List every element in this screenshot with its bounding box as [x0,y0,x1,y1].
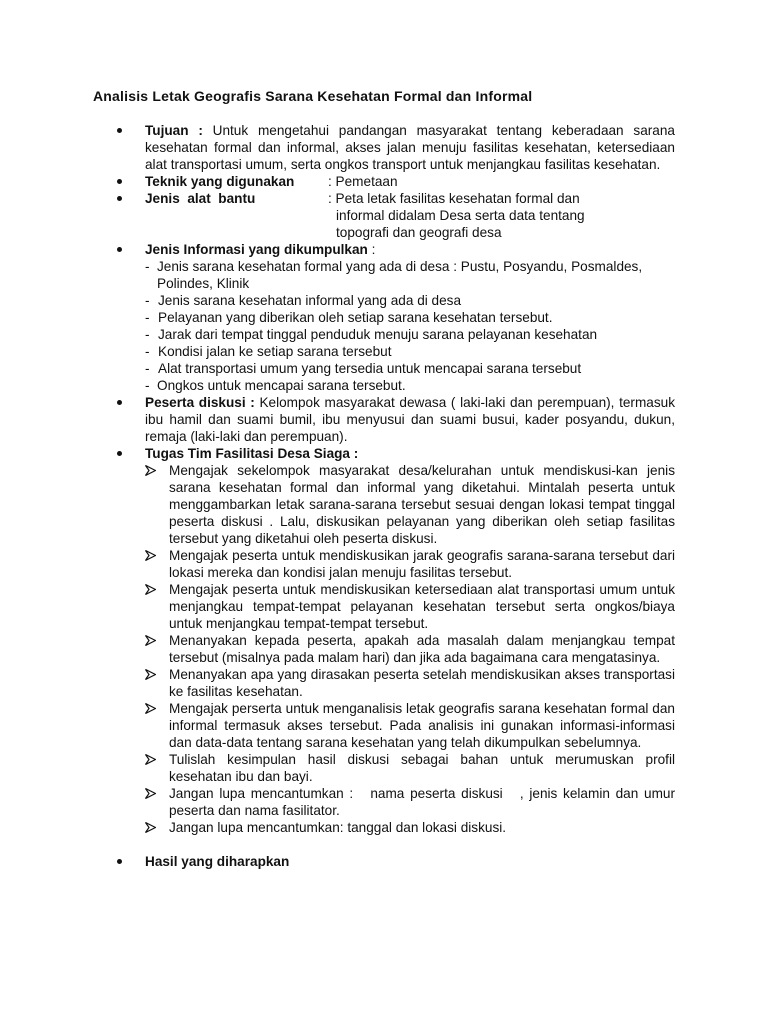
list-item: Menanyakan kepada peserta, apakah ada masalah dalam menjangkau tempat tersebut (misalnya pada malam hari) dan jika ada bagaimana cara mengatasinya. [145,632,675,666]
arrowhead-bullet-icon [145,754,156,765]
section-alat-bantu [93,190,675,241]
bullet-dot-icon [117,859,122,864]
alat-line-2: topografi dan geografi desa [336,225,502,240]
list-item: Menanyakan apa yang dirasakan peserta setelah mendiskusikan akses transportasi ke fasilitas kesehatan. [145,666,675,700]
list-item: - Kondisi jalan ke setiap sarana tersebut [145,344,392,359]
tujuan-label: Tujuan : [145,123,203,138]
bullet-dot-icon [117,196,122,201]
tujuan-text: Untuk mengetahui pandangan masyarakat tentang keberadaan sarana kesehatan formal dan informal, akses jalan menuju fasilitas kesehatan, ketersediaan alat transportasi umum, serta ongkos transport untuk menjangkau fasilitas kesehatan. [145,123,675,172]
section-tujuan [93,122,675,173]
arrowhead-bullet-icon [145,465,156,476]
arrowhead-bullet-icon [145,703,156,714]
list-item: - Jarak dari tempat tinggal penduduk menuju sarana pelayanan kesehatan [145,327,598,342]
document-title: Analisis Letak Geografis Sarana Kesehatan Formal dan Informal [93,88,533,104]
list-item: Tulislah kesimpulan hasil diskusi sebagai bahan untuk merumuskan profil kesehatan ibu dan bayi. [145,751,675,785]
bullet-dot-icon [117,451,122,456]
informasi-label: Jenis Informasi yang dikumpulkan [145,242,368,257]
arrowhead-bullet-icon [145,788,156,799]
tugas-list [145,462,679,836]
arrowhead-bullet-icon [145,550,156,561]
section-teknik [93,173,675,190]
section-tugas [93,445,679,836]
bullet-dot-icon [117,179,122,184]
teknik-label: Teknik yang digunakan [145,174,295,189]
list-item: Jangan lupa mencantumkan: tanggal dan lokasi diskusi. [145,819,675,836]
alat-value: : Peta letak fasilitas kesehatan formal dan [328,191,580,206]
teknik-value: : Pemetaan [328,174,398,189]
section-hasil [93,853,675,870]
list-item: Mengajak peserta untuk mendiskusikan jarak geografis sarana-sarana tersebut dari lokasi mereka dan kondisi jalan menuju fasilitas tersebut. [145,547,675,581]
hasil-label: Hasil yang diharapkan [145,854,290,869]
peserta-label: Peserta diskusi : [145,395,255,410]
arrowhead-bullet-icon [145,584,156,595]
alat-line-1: informal didalam Desa serta data tentang [336,208,585,223]
list-item: Mengajak sekelompok masyarakat desa/kelurahan untuk mendiskusi-kan jenis sarana kesehatan formal dan informal yang diketahui. Mintalah peserta untuk menggambarkan letak sarana-sarana tersebut sesuai dengan lokasi tempat tinggal peserta diskusi . Lalu, diskusikan pelayanan yang diberikan oleh setiap fasilitas tersebut yang diketahui oleh peserta diskusi. [145,462,675,547]
arrowhead-bullet-icon [145,822,156,833]
section-informasi [93,241,675,394]
bullet-dot-icon [117,247,122,252]
list-item: Mengajak peserta untuk mendiskusikan ketersediaan alat transportasi umum untuk menjangkau tempat-tempat pelayanan kesehatan tersebut serta ongkos/biaya untuk menjangkau tempat-tempat tersebut. [145,581,675,632]
peserta-text: Kelompok masyarakat dewasa ( laki-laki dan perempuan), termasuk ibu hamil dan suami bumil, ibu menyusui dan suami busui, kader posyandu, dukun, remaja (laki-laki dan perempuan). [145,395,676,444]
list-item: - Jenis sarana kesehatan informal yang ada di desa [145,293,462,308]
arrowhead-bullet-icon [145,669,156,680]
list-item: Jangan lupa mencantumkan : nama peserta diskusi , jenis kelamin dan umur peserta dan nama fasilitator. [145,785,675,819]
list-item: - Ongkos untuk mencapai sarana tersebut. [145,378,406,393]
list-item: - Jenis sarana kesehatan formal yang ada di desa : Pustu, Posyandu, Posmaldes, Polindes, Klinik [145,259,643,291]
tugas-label: Tugas Tim Fasilitasi Desa Siaga : [145,446,359,461]
list-item: - Alat transportasi umum yang tersedia untuk mencapai sarana tersebut [145,361,582,376]
bullet-dot-icon [117,128,122,133]
document-body [93,122,679,870]
informasi-suffix: : [367,242,376,257]
arrowhead-bullet-icon [145,635,156,646]
bullet-dot-icon [117,400,122,405]
section-peserta [93,394,675,445]
list-item: Mengajak perserta untuk menganalisis letak geografis sarana kesehatan formal dan informal termasuk akses tersebut. Pada analisis ini gunakan informasi-informasi dan data-data tentang sarana kesehatan yang telah dikumpulkan sebelumnya. [145,700,675,751]
list-item: - Pelayanan yang diberikan oleh setiap sarana kesehatan tersebut. [145,310,553,325]
alat-label: Jenis alat bantu [145,191,256,206]
